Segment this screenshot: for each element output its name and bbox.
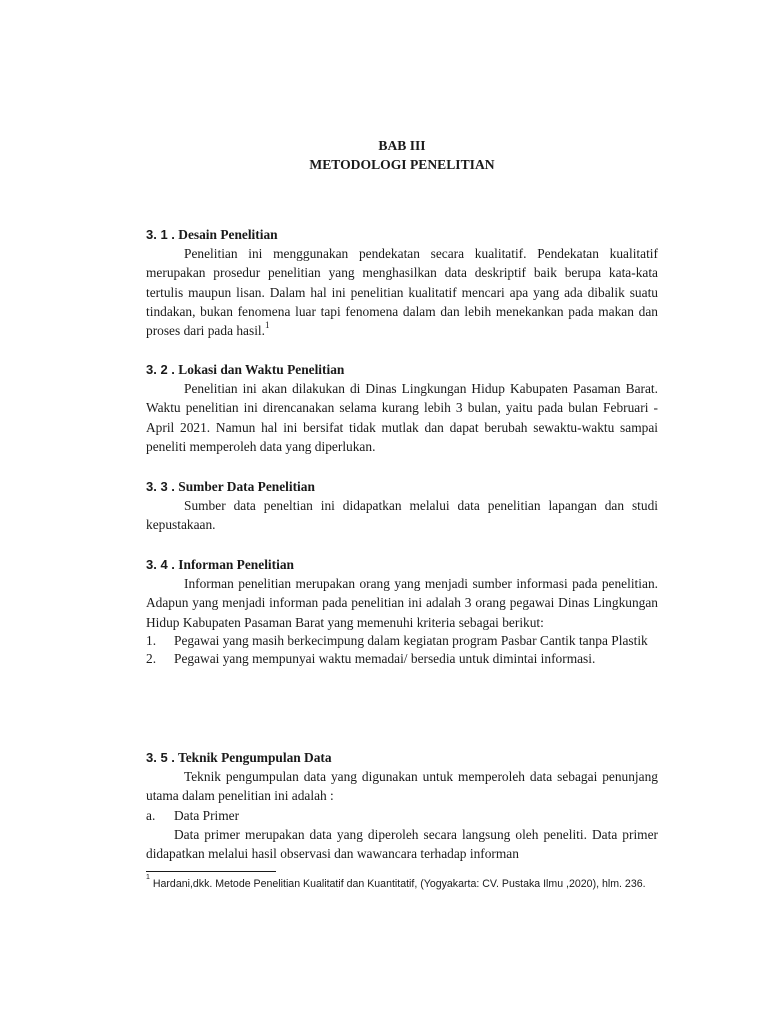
section-heading (146, 748, 658, 767)
footnote (146, 876, 658, 893)
list-item-text: Pegawai yang masih berkecimpung dalam kegiatan program Pasbar Cantik tanpa Plastik (174, 632, 648, 648)
list-item (146, 650, 658, 669)
paragraph-text: Penelitian ini menggunakan pendekatan secara kualitatif. Pendekatan kualitatif merupakan prosedur penelitian yang menghasilkan data deskriptif baik berupa kata-kata tertulis maupun lisan. Dalam hal ini penelitian kualitatif mencari apa yang ada dibalik suatu tindakan, bukan fenomena luar tapi fenomena dalam dan lebih menekankan pada makan dan proses dari pada hasil. (146, 246, 658, 339)
section-paragraph: Penelitian ini akan dilakukan di Dinas Lingkungan Hidup Kabupaten Pasaman Barat. Waktu penelitian ini direncanakan selama kurang lebih 3 bulan, yaitu pada bulan Februari - April 2021. Namun hal ini bersifat tidak mutlak dan dapat berubah sewaktu-waktu sampai peneliti memperoleh data yang diperlukan. (146, 381, 658, 454)
section-number: 3. 4 . (146, 557, 175, 572)
section-title: Lokasi dan Waktu Penelitian (178, 362, 345, 377)
section-sumber-data (146, 477, 658, 535)
section-heading (146, 360, 658, 379)
section-heading (146, 477, 658, 496)
footnote-separator (146, 871, 276, 872)
section-lokasi-waktu (146, 360, 658, 456)
list-marker: 2. (146, 651, 157, 667)
section-number: 3. 1 . (146, 227, 175, 242)
section-paragraph: Informan penelitian merupakan orang yang menjadi sumber informasi pada penelitian. Adapun yang menjadi informan pada penelitian ini adalah 3 orang pegawai Dinas Lingkungan Hidup Kabupaten Pasaman Barat yang memenuhi kriteria sebagai berikut: (146, 576, 658, 630)
section-title: Teknik Pengumpulan Data (178, 750, 332, 765)
section-title: Sumber Data Penelitian (178, 479, 315, 494)
section-heading (146, 555, 658, 574)
section-paragraph: Data primer merupakan data yang diperoleh secara langsung oleh peneliti. Data primer didapatkan melalui hasil observasi dan wawancara terhadap informan (146, 826, 658, 862)
section-paragraph: Sumber data peneltian ini didapatkan melalui data penelitian lapangan dan studi kepustakaan. (146, 498, 658, 533)
chapter-number: BAB III (378, 138, 426, 153)
section-number: 3. 5 . (146, 750, 175, 765)
sub-item-title: Data Primer (174, 807, 240, 823)
section-number: 3. 2 . (146, 362, 175, 377)
chapter-title: METODOLOGI PENELITIAN (309, 157, 495, 172)
list-item-text: Pegawai yang mempunyai waktu memadai/ bersedia untuk dimintai informasi. (174, 651, 596, 667)
criteria-list (146, 632, 658, 669)
section-paragraph: Teknik pengumpulan data yang digunakan untuk memperoleh data sebagai penunjang utama dalam penelitian ini adalah : (146, 769, 658, 804)
section-heading (146, 225, 658, 244)
footnote-text: Hardani,dkk. Metode Penelitian Kualitatif dan Kuantitatif, (Yogyakarta: CV. Pustaka Ilmu ,2020), hlm. 236. (152, 878, 646, 890)
section-title: Desain Penelitian (178, 227, 278, 242)
section-informan (146, 555, 658, 669)
section-teknik-pengumpulan (146, 748, 658, 863)
section-desain-penelitian (146, 225, 658, 340)
footnote-reference: 1 (265, 319, 270, 330)
footnote-marker: 1 (146, 874, 150, 882)
section-title: Informan Penelitian (178, 557, 294, 572)
sub-item-marker: a. (146, 807, 156, 823)
sub-item-data-primer (146, 806, 658, 825)
section-number: 3. 3 . (146, 479, 175, 494)
section-paragraph (146, 244, 658, 340)
list-item (146, 632, 658, 651)
list-marker: 1. (146, 632, 157, 648)
